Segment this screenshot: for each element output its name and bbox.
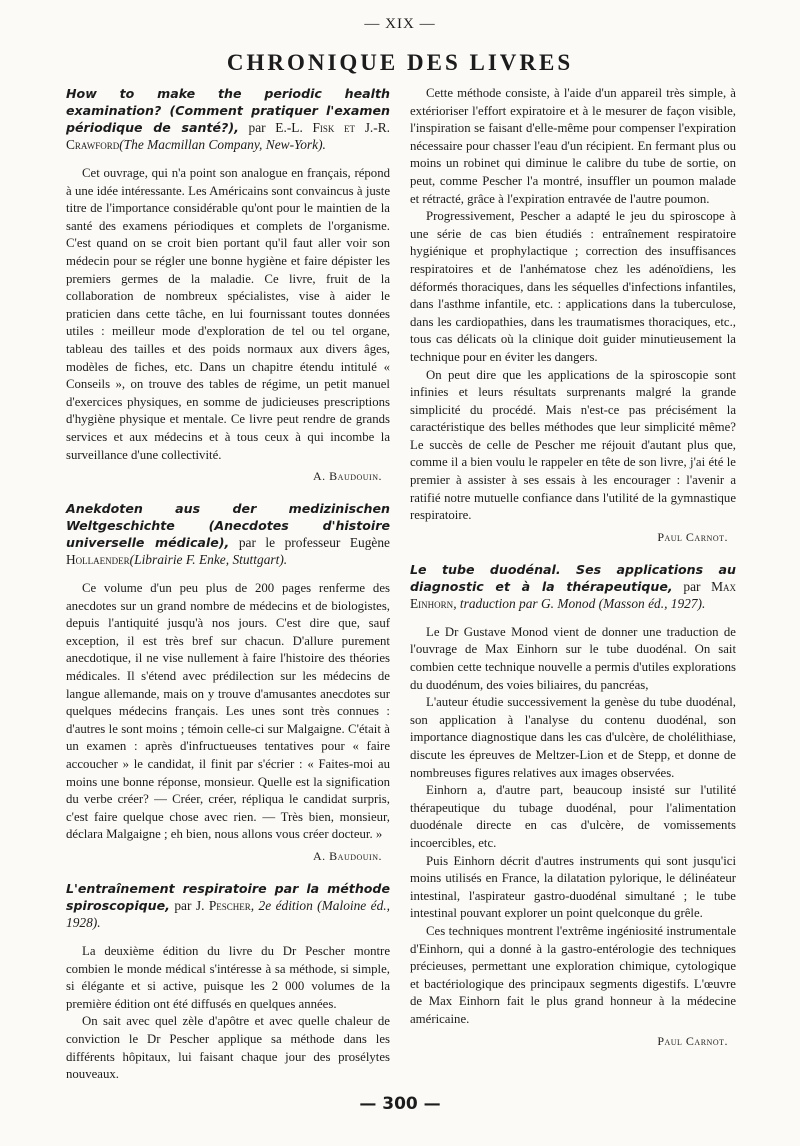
review-paragraph: Ce volume d'un peu plus de 200 pages renferme des anecdotes sur un grand nombre de médecins et de biologistes, depuis l'antiquité jusqu'à nos jours. C'est dire que, sauf exception, il est très bref sur chacun. D'allure purement anecdotique, il ne vise nullement à faire l'histoire des théories médicales. Il s'étend avec prédilection sur les médecins de langue allemande, mais on y trouve d'amusantes anecdotes sur quelques médecins français. Les unes sont très connues : d'autres le sont moins ; témoin celle-ci sur Malgaigne. C'était à un examen : après d'infructueuses tentatives pour « faire accoucher » le candidat, il finit par s'écrier : « Faites-moi au moins une bonne réponse, monsieur. Quelle est la signification du verbe créer? — Créer, créer, répliqua le candidat surpris, c'est faire quelque chose avec rien. — Très bien, monsieur, déclara Malgaigne ; eh bien, nous allons vous créer docteur. »	[66, 581, 390, 842]
book-publisher: (The Macmillan Company, New-York).	[119, 137, 326, 152]
book-publisher: (Librairie F. Enke, Stuttgart).	[129, 552, 288, 568]
review-signature: A. Baudouin.	[313, 849, 382, 863]
review-paragraph: Progressivement, Pescher a adapté le jeu du spiroscope à une série de cas bien étudiés : entraînement respiratoire hygiénique et prophylactique ; correction des insuffisances respiratoires et de l'anhématose chez les adénoïdiens, les déformés thoraciques, dans les séquelles d'infections infantiles, dans l'asthme infantile, etc. : applications dans la tuberculose, dans les cardiopathies, dans les traumatismes thoraciques, etc., tous cas délicats où la clinique doit guider minutieusement la technique pour en éviter les dangers.	[410, 209, 736, 364]
review-by: par	[169, 898, 196, 913]
book-title: Anekdoten aus der medizinischen Weltgeschichte (Anecdotes d'histoire universelle médicale),	[66, 501, 390, 551]
review-paragraph: L'auteur étudie successivement la genèse du tube duodénal, son application à l'analyse du contenu duodénal, son importance diagnostique dans les cas d'ulcère, de cholélithiase, discute les épreuves de Meltzer-Lion et de Stepp, et donne de nombreuses figures relatives aux images observées.	[410, 695, 736, 780]
book-authors: Hollaender	[66, 552, 130, 568]
book-review	[66, 85, 390, 484]
review-by: par	[672, 578, 712, 594]
review-paragraph: Cette méthode consiste, à l'aide d'un appareil très simple, à extérioriser l'effort expiratoire et à le mesurer de façon visible, l'inspiration se faisant d'elle-même pour compenser l'expiration nécessaire pour chasser l'eau d'un récipient. En fermant plus ou moins un robinet qui diminue le calibre du tube de sortie, on peut, comme Pescher l'a montré, insuffler un poumon malade et rétracté, grâce à l'expiration entravée de l'autre poumon.	[410, 86, 736, 206]
review-signature: Paul Carnot.	[657, 529, 728, 544]
review-paragraph: On peut dire que les applications de la spiroscopie sont infinies et leurs résultats surprenants malgré la grande simplicité du procédé. Mais n'est-ce pas précisément la caractéristique des belles méthodes que leur simplicité même? Le succès de celle de Pescher me réjouit d'autant plus que, comme il a bien voulu le rappeler en tête de son livre, j'ai été le premier à assister à ses essais à les encourager : l'avenir a ratifié notre mutuelle confiance dans l'utilité de la gymnastique respiratoire.	[410, 367, 736, 523]
review-paragraph: Cet ouvrage, qui n'a point son analogue en français, répond à une idée intéressante. Les Américains sont convaincus à juste titre de l'importance considérable qu'ont pour le maintien de la santé des examens périodiques et complets de l'organisme. C'est quand on se croit bien portant qu'il faut aller voir son médecin pour se régler une bonne hygiène et faire dépister les premiers germes de la maladie. Ce livre, fruit de la collaboration de nombreux spécialistes, vise à aider le praticien dans cette tâche, en lui fournissant toutes données utiles : meilleur mode d'exploration de tel ou tel organe, tableau des tailles et des poids normaux aux divers âges, modèles de fiches, etc. Dans un chapitre étendu intitulé « Conseils », on trouve des tables de régime, un petit manuel d'exercices physiques, en somme de judicieuses prescriptions d'hygiène physique et mentale. Ce livre peut rendre de grands services et aux médecins et à tous ceux à qui incombe la surveillance d'une collectivité.	[66, 166, 390, 462]
review-heading	[66, 880, 390, 931]
book-authors: J. Pescher	[195, 898, 251, 913]
roman-numeral-header: — XIX —	[364, 16, 436, 32]
review-signature: A. Baudouin.	[313, 469, 382, 484]
review-heading	[410, 561, 736, 612]
book-review	[410, 85, 736, 545]
book-review	[66, 500, 390, 864]
review-paragraph: Ces techniques montrent l'extrême ingéniosité instrumentale d'Einhorn, qui a donné à la gastro-entérologie des techniques précieuses, permettant une exploration chimique, cytologique et bactériologique des principaux segments digestifs. L'œuvre de Max Einhorn fait le plus grand honneur à la médecine américaine.	[410, 923, 736, 1026]
book-title: Le tube duodénal. Ses applications au diagnostic et à la thérapeutique,	[410, 561, 736, 594]
review-paragraph: On sait avec quel zèle d'apôtre et avec quelle chaleur de conviction le Dr Pescher applique sa méthode dans les différents hôpitaux, lui faisant chaque jour des prosélytes nouveaux.	[66, 1014, 390, 1082]
section-title: CHRONIQUE DES LIVRES	[226, 50, 574, 75]
book-title: L'entraînement respiratoire par la méthode spiroscopique,	[66, 881, 390, 913]
review-paragraph: La deuxième édition du livre du Dr Pescher montre combien le monde médical s'intéresse à sa méthode, si simple, si élégante et si active, puisque les 2 000 volumes de la première édition ont été diffusés en quelques années.	[66, 944, 390, 1011]
book-title: How to make the periodic health examination? (Comment pratiquer l'examen périodique de santé?),	[66, 86, 390, 135]
book-review	[410, 561, 736, 1049]
review-paragraph: Le Dr Gustave Monod vient de donner une traduction de l'ouvrage de Max Einhorn sur le tube duodénal. On sait combien cette technique nouvelle a permis d'utiles explorations du duodénum, des voies biliaires, du pancréas,	[410, 624, 736, 692]
review-signature: Paul Carnot.	[657, 1033, 728, 1048]
book-authors: E.-L. Fisk et J.-R. Crawford	[66, 120, 390, 152]
left-column	[66, 85, 390, 1084]
right-column	[410, 85, 736, 1049]
review-by: par le professeur Eugène	[229, 535, 391, 551]
book-publisher: , traduction par G. Monod (Masson éd., 1927).	[453, 595, 706, 611]
page-number: — 300 —	[359, 1094, 441, 1114]
book-publisher: , 2e édition (Maloine éd., 1928).	[66, 898, 390, 930]
review-by: par	[238, 120, 276, 135]
book-review	[66, 880, 390, 1084]
review-paragraph: Einhorn a, d'autre part, beaucoup insisté sur l'utilité thérapeutique du tubage duodénal, pour l'alimentation duodénale directe en cas d'ulcère, de vomissements incoercibles, etc.	[410, 783, 736, 850]
review-heading	[66, 500, 390, 568]
review-paragraph: Puis Einhorn décrit d'autres instruments qui sont jusqu'ici moins utilisés en France, la dilatation pylorique, le délinéateur intestinal, l'aspirateur gastro-duodénal simultané ; le tube intestinal pouvant explorer un point quelconque du grêle.	[410, 853, 736, 921]
book-authors: Max Einhorn	[410, 578, 737, 611]
review-heading	[66, 85, 390, 153]
